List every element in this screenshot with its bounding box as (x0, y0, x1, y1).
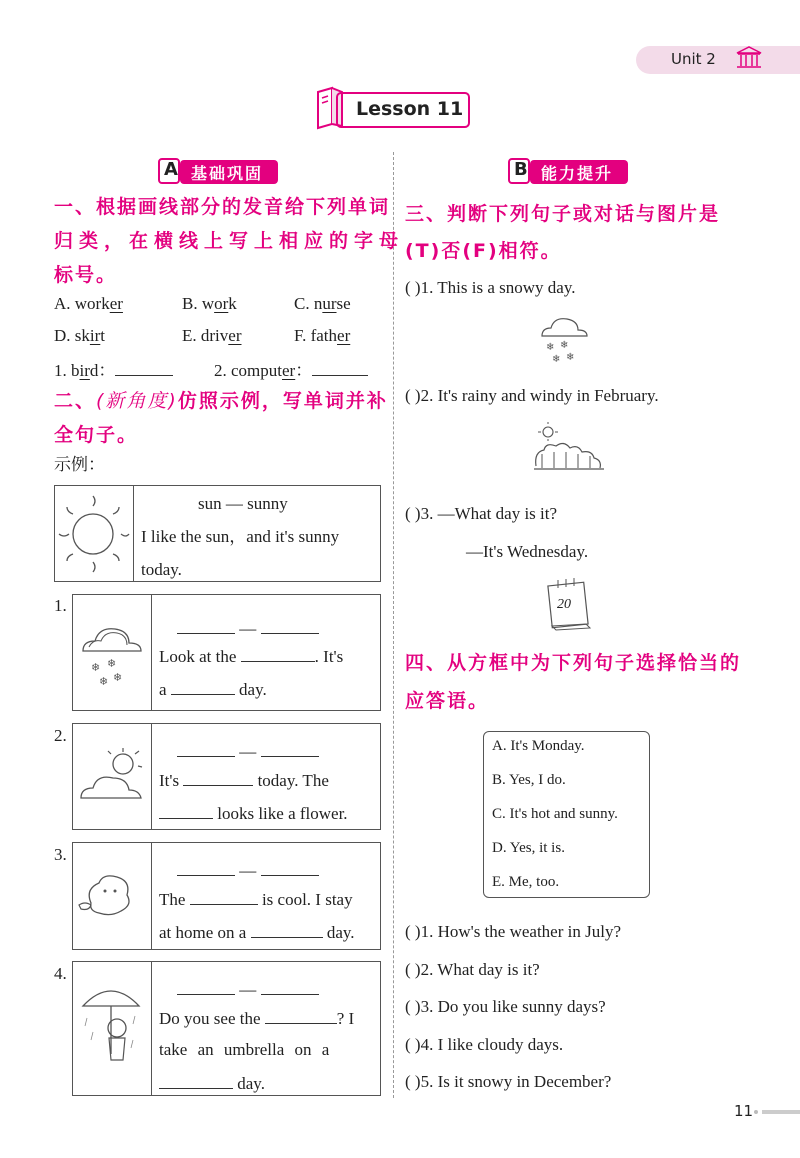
q4-item-4: ( )4. I like cloudy days. (405, 1035, 564, 1054)
section-a-title: 基础巩固 (191, 164, 264, 183)
sunny-trees-icon (532, 422, 608, 474)
svg-text:❄: ❄ (546, 342, 555, 353)
item-3-line2: The is cool. I stay (159, 890, 353, 909)
word-pair-blanks: — (177, 978, 319, 1000)
item-4-line3: take an umbrella on a (159, 1040, 330, 1059)
footer-bar (762, 1110, 800, 1114)
word-pair-blanks: — (177, 617, 319, 639)
answer-blank[interactable] (312, 359, 368, 376)
snow-cloud-icon (536, 312, 598, 364)
sun-behind-cloud-icon (73, 724, 149, 828)
answer-blank[interactable] (171, 678, 235, 695)
picture-cell (73, 595, 152, 710)
umbrella-girl-icon (73, 962, 149, 1094)
building-icon (735, 44, 763, 72)
picture-cell (73, 843, 152, 949)
word-pair-blanks: — (177, 740, 319, 762)
item-4-line4: day. (159, 1072, 265, 1094)
answer-paren[interactable]: ( ) (405, 386, 421, 405)
picture-cell (73, 962, 152, 1095)
word-pair-blanks: — (177, 859, 319, 881)
q1-title-line1: 一、根据画线部分的发音给下列单词 (54, 196, 391, 218)
q2-item-4-num: 4. (54, 964, 67, 983)
answer-blank[interactable] (177, 978, 235, 995)
q2-item-1-box (72, 594, 381, 711)
q2-item-3-num: 3. (54, 845, 67, 864)
footer-dot (754, 1110, 758, 1114)
svg-text:❄: ❄ (99, 676, 109, 688)
q1-option-a: A. worker (54, 294, 123, 313)
example-sentence-line2: today. (141, 560, 182, 579)
item-3-line3: at home on a day. (159, 923, 355, 942)
q2-example-box (54, 485, 381, 582)
q4-option-e: E. Me, too. (492, 874, 560, 890)
answer-blank[interactable] (261, 978, 319, 995)
answer-blank[interactable] (159, 802, 213, 819)
answer-blank[interactable] (241, 645, 315, 662)
unit-tab (636, 46, 800, 74)
item-4-line2: Do you see the ? I (159, 1009, 355, 1028)
section-b-letter: B (514, 159, 528, 180)
svg-text:❄: ❄ (107, 658, 117, 670)
q1-option-d: D. skirt (54, 326, 106, 345)
q1-option-f: F. father (294, 326, 351, 345)
answer-paren[interactable]: ( ) (405, 1072, 421, 1091)
answer-paren[interactable]: ( ) (405, 960, 421, 979)
q4-option-b: B. Yes, I do. (492, 772, 566, 788)
q4-option-d: D. Yes, it is. (492, 840, 565, 856)
unit-label: Unit 2 (671, 50, 716, 68)
svg-text:❄: ❄ (113, 672, 123, 684)
q4-item-2: ( )2. What day is it? (405, 960, 540, 979)
calendar-number: 20 (557, 597, 571, 612)
q4-item-5: ( )5. Is it snowy in December? (405, 1072, 612, 1091)
q4-title-line1: 四、从方框中为下列句子选择恰当的 (405, 652, 742, 674)
q3-item-3: ( )3. —What day is it? (405, 504, 558, 523)
column-divider (393, 152, 394, 1098)
answer-paren[interactable]: ( ) (405, 278, 421, 297)
answer-blank[interactable] (261, 859, 319, 876)
q2-item-2-box (72, 723, 381, 830)
answer-blank[interactable] (177, 859, 235, 876)
answer-blank[interactable] (177, 740, 235, 757)
answer-blank[interactable] (265, 1007, 337, 1024)
q3-title-line1: 三、判断下列句子或对话与图片是 (405, 203, 721, 225)
q3-item-1: ( )1. This is a snowy day. (405, 278, 576, 297)
item-2-line2: It's today. The (159, 771, 329, 790)
answer-blank[interactable] (251, 921, 323, 938)
svg-text:❄: ❄ (552, 354, 561, 364)
q3-title-line2: (T)否(F)相符。 (405, 240, 562, 262)
q1-title-line2: 归类，在横线上写上相应的字母 (54, 230, 405, 252)
answer-paren[interactable]: ( ) (405, 1035, 421, 1054)
q4-item-3: ( )3. Do you like sunny days? (405, 997, 606, 1016)
q4-item-1: ( )1. How's the weather in July? (405, 922, 621, 941)
svg-text:❄: ❄ (91, 662, 101, 674)
example-pair: sun — sunny (198, 494, 288, 513)
answer-blank[interactable] (177, 617, 235, 634)
q1-option-c: C. nurse (294, 294, 351, 313)
svg-text:❄: ❄ (566, 352, 575, 363)
q1-item-2: 2. computer： (214, 359, 368, 381)
example-sentence-line1: I like the sun，and it's sunny (141, 527, 340, 546)
q1-option-b: B. work (182, 294, 237, 313)
section-a-letter: A (164, 159, 178, 180)
sun-icon (55, 486, 131, 580)
q2-item-3-box (72, 842, 381, 950)
item-2-line3: looks like a flower. (159, 802, 348, 824)
answer-blank[interactable] (261, 617, 319, 634)
snow-cloud-icon (73, 595, 149, 709)
wind-cloud-icon (73, 843, 149, 948)
answer-blank[interactable] (115, 359, 173, 376)
item-1-line3: a day. (159, 680, 267, 699)
page-number: 11 (734, 1102, 754, 1120)
q4-option-c: C. It's hot and sunny. (492, 806, 618, 822)
q2-item-4-box (72, 961, 381, 1096)
q4-title-line2: 应答语。 (405, 690, 490, 712)
svg-text:❄: ❄ (560, 340, 569, 351)
section-b-title: 能力提升 (541, 164, 614, 183)
q2-title-line2: 全句子。 (54, 424, 139, 446)
answer-blank[interactable] (183, 769, 253, 786)
q4-options-box (483, 731, 650, 898)
q1-item-1: 1. bird： (54, 359, 173, 381)
answer-blank[interactable] (190, 888, 258, 905)
q3-item-2: ( )2. It's rainy and windy in February. (405, 386, 659, 405)
q2-item-2-num: 2. (54, 726, 67, 745)
q2-item-1-num: 1. (54, 596, 67, 615)
answer-paren[interactable]: ( ) (405, 504, 421, 523)
answer-blank[interactable] (261, 740, 319, 757)
answer-paren[interactable]: ( ) (405, 997, 421, 1016)
q1-title-line3: 标号。 (54, 264, 118, 286)
q1-option-e: E. driver (182, 326, 242, 345)
picture-cell (55, 486, 134, 581)
item-1-line2: Look at the . It's (159, 647, 344, 666)
lesson-title: Lesson 11 (356, 98, 464, 120)
q3-item-3-reply: —It's Wednesday. (466, 542, 589, 561)
answer-blank[interactable] (159, 1072, 233, 1089)
q4-option-a: A. It's Monday. (492, 738, 585, 754)
picture-cell (73, 724, 152, 829)
q2-example-label: 示例： (54, 455, 105, 475)
q2-title-line1: 二、(新角度)仿照示例，写单词并补 (54, 390, 388, 412)
answer-paren[interactable]: ( ) (405, 922, 421, 941)
